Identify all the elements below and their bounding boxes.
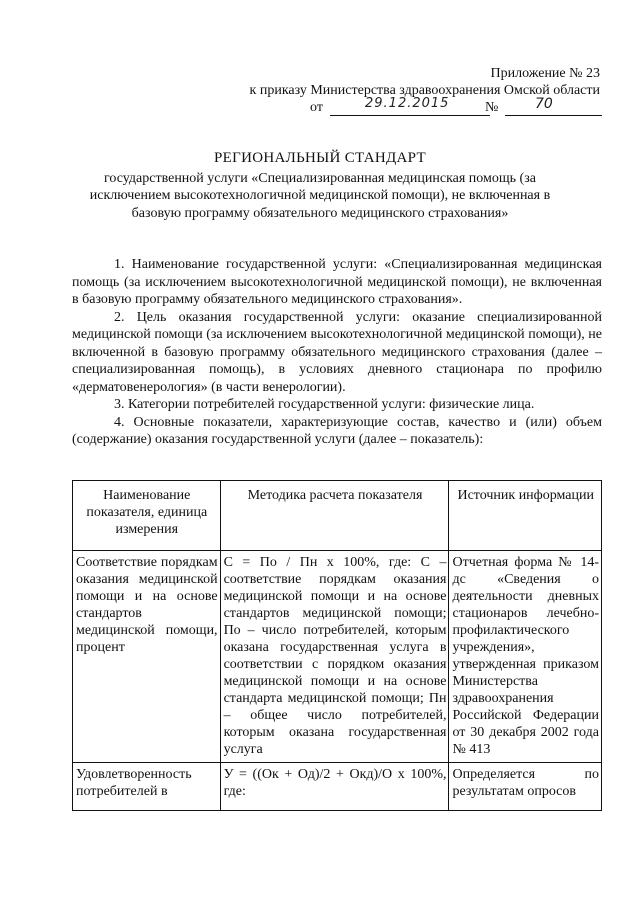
- header-indicator-name: Наименование показателя, единица измерения: [73, 481, 221, 551]
- cell-indicator-name: Соответствие порядкам оказания медицинской помощи и на основе стандартов медицинской помощи, процент: [73, 551, 221, 763]
- paragraph-2: 2. Цель оказания государственной услуги: оказание специализированной медицинской помощи (за исключением высокотехнологичной медицинской помощи), не включенной в базовую программу обязательного медицинского страхования (далее – специализированная помощь), в условиях дневного стационара по профилю «дерматовенерология» (в части венерологии).: [72, 309, 602, 395]
- date-underline: [330, 115, 490, 116]
- appendix-number: Приложение № 23: [490, 66, 600, 81]
- date-number-line: [310, 96, 602, 120]
- paragraph-4: 4. Основные показатели, характеризующие состав, качество и (или) объем (содержание) оказания государственной услуги (далее – показатель):: [72, 414, 602, 447]
- indicators-table: [72, 480, 602, 811]
- table-header-row: [73, 481, 602, 551]
- number-underline: [505, 115, 602, 116]
- document-subtitle: государственной услуги «Специализированная медицинская помощь (за исключением высокотехнологичной медицинской помощи), не включенная в базовую программу обязательного медицинского страхования»: [89, 170, 551, 221]
- handwritten-date: 29.12.2015: [365, 96, 450, 111]
- handwritten-number: 70: [535, 96, 553, 112]
- cell-source: Определяется по результатам опросов: [449, 763, 602, 811]
- table-row: [73, 551, 602, 763]
- cell-method: У = ((Ок + Од)/2 + Окд)/О х 100%, где:: [220, 763, 449, 811]
- from-label: от: [310, 100, 323, 115]
- cell-indicator-name: Удовлетворенность потребителей в: [73, 763, 221, 811]
- document-title-block: [80, 150, 560, 222]
- number-label: №: [485, 100, 499, 115]
- order-reference: к приказу Министерства здравоохранения Омской области: [249, 83, 600, 98]
- body-paragraphs: [72, 256, 602, 449]
- cell-method: С = По / Пн х 100%, где: С – соответствие порядкам оказания медицинской помощи и на основе стандартов медицинской помощи; По – число потребителей, которым оказана государственная услуга в соответствии с порядком оказания медицинской помощи и на основе стандарта медицинской помощи; Пн – общее число потребителей, которым оказана государственная услуга: [220, 551, 449, 763]
- document-title: РЕГИОНАЛЬНЫЙ СТАНДАРТ: [214, 150, 426, 166]
- header-source: Источник информации: [449, 481, 602, 551]
- cell-source: Отчетная форма № 14-дс «Сведения о деятельности дневных стационаров лечебно-профилактического учреждения», утвержденная приказом Министерства здравоохранения Российской Федерации от 30 декабря 2002 года № 413: [449, 551, 602, 763]
- header-method: Методика расчета показателя: [220, 481, 449, 551]
- paragraph-3: 3. Категории потребителей государственной услуги: физические лица.: [114, 397, 535, 412]
- table-row: [73, 763, 602, 811]
- paragraph-1: 1. Наименование государственной услуги: «Специализированная медицинская помощь (за исключением высокотехнологичной медицинской помощи), не включенная в базовую программу обязательного медицинского страхования».: [72, 257, 602, 307]
